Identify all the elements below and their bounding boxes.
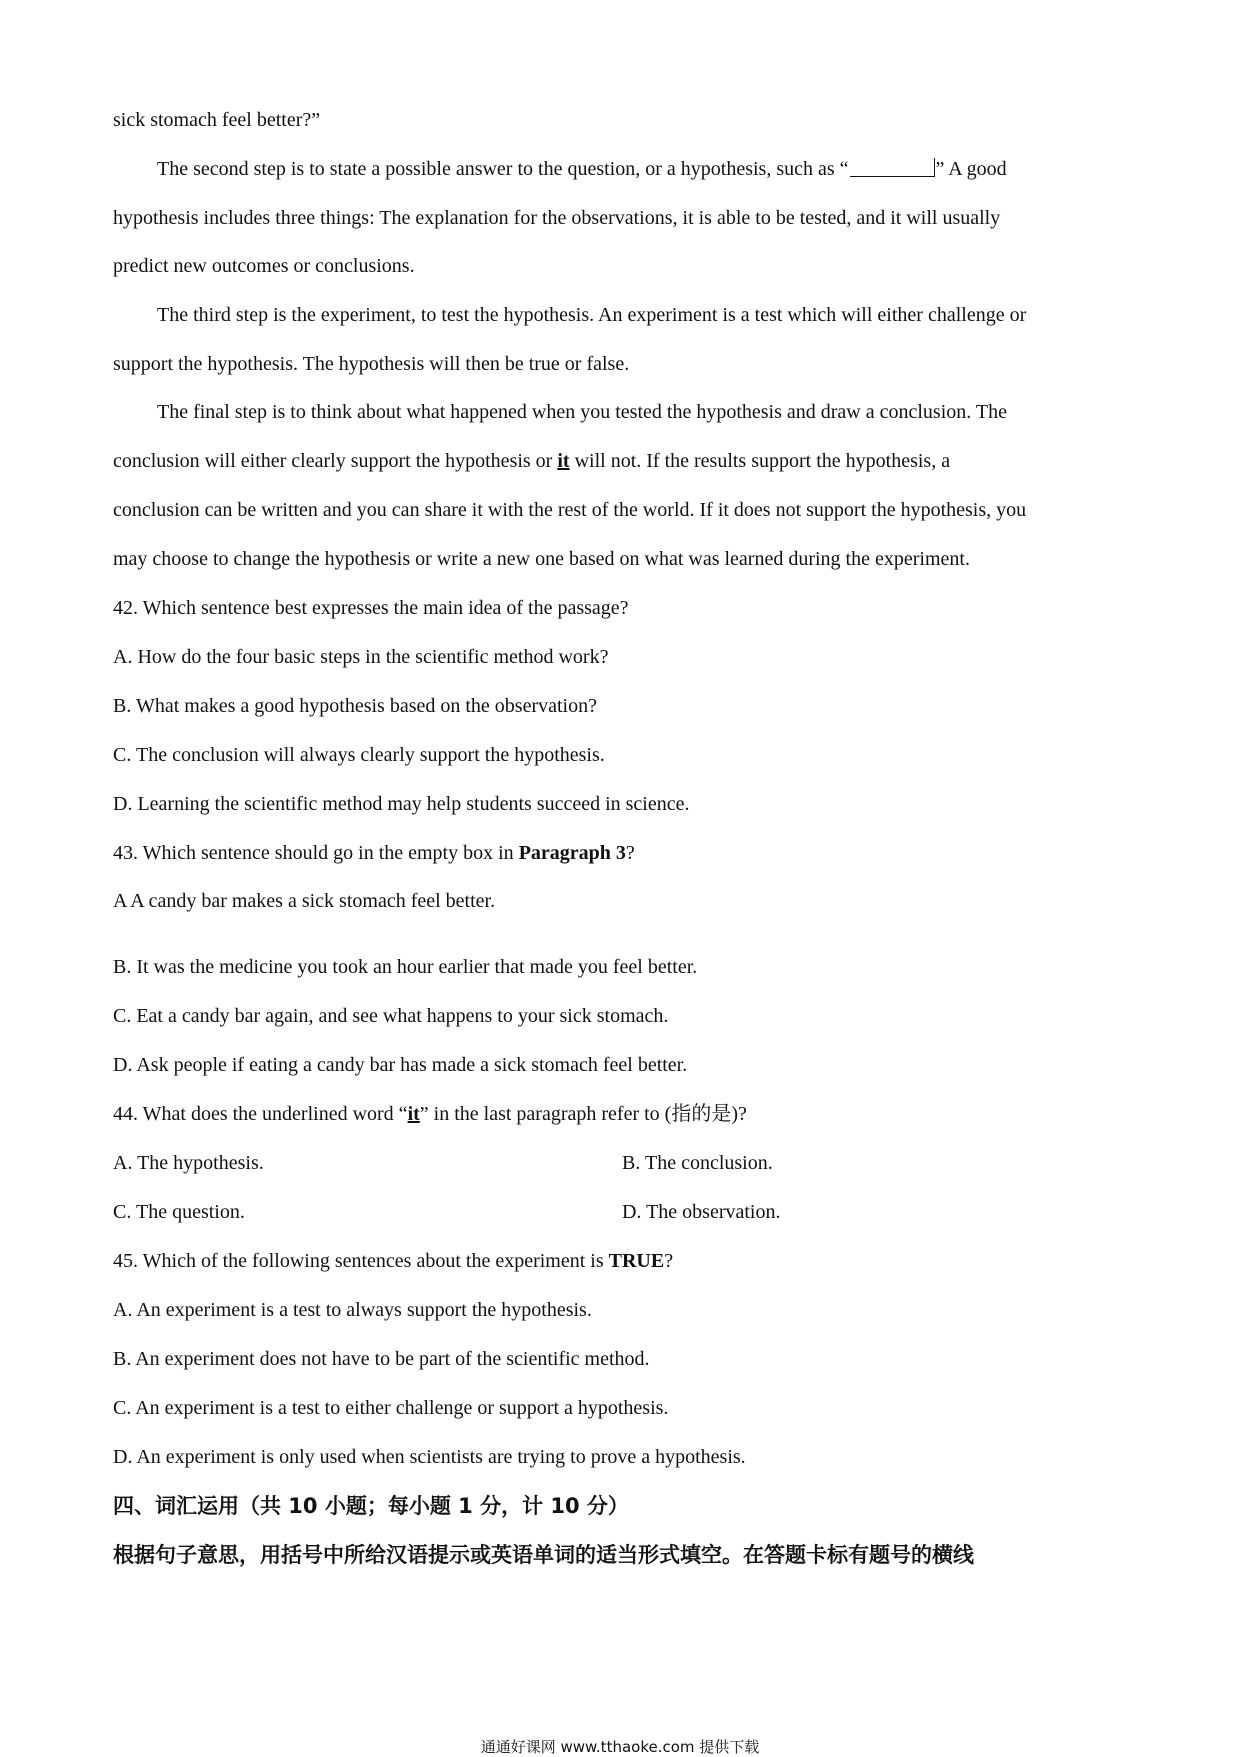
passage-p2-end: sick stomach feel better?” xyxy=(113,109,321,131)
q42-option-c: C. The conclusion will always clearly support the hypothesis. xyxy=(113,744,605,766)
passage-p3-line2: hypothesis includes three things: The explanation for the observations, it is able to be tested, and it will usually xyxy=(113,207,1001,229)
q43-stem-end: ? xyxy=(625,842,635,864)
p3-text-a: The second step is to state a possible answer to the question, or a hypothesis, such as “ xyxy=(157,158,849,180)
q42-option-a: A. How do the four basic steps in the scientific method work? xyxy=(113,646,609,668)
passage-p3-line3: predict new outcomes or conclusions. xyxy=(113,255,415,277)
q44-stem-end: ” in the last paragraph refer to (指的是)? xyxy=(419,1103,747,1125)
q43-stem-bold: Paragraph 3 xyxy=(518,842,626,864)
p5-text-b: will not. If the results support the hypothesis, a xyxy=(569,450,951,472)
q45-option-d: D. An experiment is only used when scientists are trying to prove a hypothesis. xyxy=(113,1446,746,1468)
empty-answer-box xyxy=(850,158,935,177)
passage-p5-line4: may choose to change the hypothesis or write a new one based on what was learned during the experiment. xyxy=(113,548,970,570)
q44-stem xyxy=(113,1102,747,1126)
passage-p5-line2 xyxy=(113,449,950,473)
p5-text-a: conclusion will either clearly support the hypothesis or xyxy=(113,450,558,472)
q45-option-c: C. An experiment is a test to either challenge or support a hypothesis. xyxy=(113,1397,669,1419)
q45-option-b: B. An experiment does not have to be part of the scientific method. xyxy=(113,1348,650,1370)
p3-text-b: ” A good xyxy=(935,158,1007,180)
passage-p4-line2: support the hypothesis. The hypothesis will then be true or false. xyxy=(113,353,630,375)
q44-underlined-it: it xyxy=(407,1103,420,1125)
q44-option-c: C. The question. xyxy=(113,1201,245,1223)
q43-option-a: A A candy bar makes a sick stomach feel better. xyxy=(113,890,496,912)
q44-option-d: D. The observation. xyxy=(622,1201,781,1223)
passage-p5-line3: conclusion can be written and you can share it with the rest of the world. If it does not support the hypothesis, you xyxy=(113,499,1027,521)
q42-option-b: B. What makes a good hypothesis based on the observation? xyxy=(113,695,597,717)
q44-stem-text: 44. What does the underlined word “ xyxy=(113,1103,408,1125)
q45-stem-bold: TRUE xyxy=(608,1250,665,1272)
q43-stem-text: 43. Which sentence should go in the empty box in xyxy=(113,842,519,864)
page-footer: 通通好课网 www.tthaoke.com 提供下载 xyxy=(480,1738,760,1756)
section4-heading: 四、词汇运用（共 10 小题；每小题 1 分，计 10 分） xyxy=(113,1494,629,1518)
q43-option-c: C. Eat a candy bar again, and see what happens to your sick stomach. xyxy=(113,1005,669,1027)
q44-option-a: A. The hypothesis. xyxy=(113,1152,264,1174)
section4-instruction: 根据句子意思，用括号中所给汉语提示或英语单词的适当形式填空。在答题卡标有题号的横线 xyxy=(113,1543,974,1567)
q43-option-d: D. Ask people if eating a candy bar has made a sick stomach feel better. xyxy=(113,1054,688,1076)
q42-stem: 42. Which sentence best expresses the main idea of the passage? xyxy=(113,597,629,619)
passage-p4-line1: The third step is the experiment, to test the hypothesis. An experiment is a test which will either challenge or xyxy=(157,304,1027,326)
passage-p5-line1: The final step is to think about what happened when you tested the hypothesis and draw a conclusion. The xyxy=(157,401,1007,423)
passage-p3-line1 xyxy=(157,157,1007,181)
q43-stem xyxy=(113,841,635,865)
q43-option-b: B. It was the medicine you took an hour earlier that made you feel better. xyxy=(113,956,698,978)
q45-stem-end: ? xyxy=(664,1250,674,1272)
q45-stem xyxy=(113,1249,673,1273)
q44-option-b: B. The conclusion. xyxy=(622,1152,773,1174)
underlined-it: it xyxy=(557,450,570,472)
q45-option-a: A. An experiment is a test to always support the hypothesis. xyxy=(113,1299,592,1321)
q42-option-d: D. Learning the scientific method may help students succeed in science. xyxy=(113,793,690,815)
q45-stem-text: 45. Which of the following sentences about the experiment is xyxy=(113,1250,609,1272)
